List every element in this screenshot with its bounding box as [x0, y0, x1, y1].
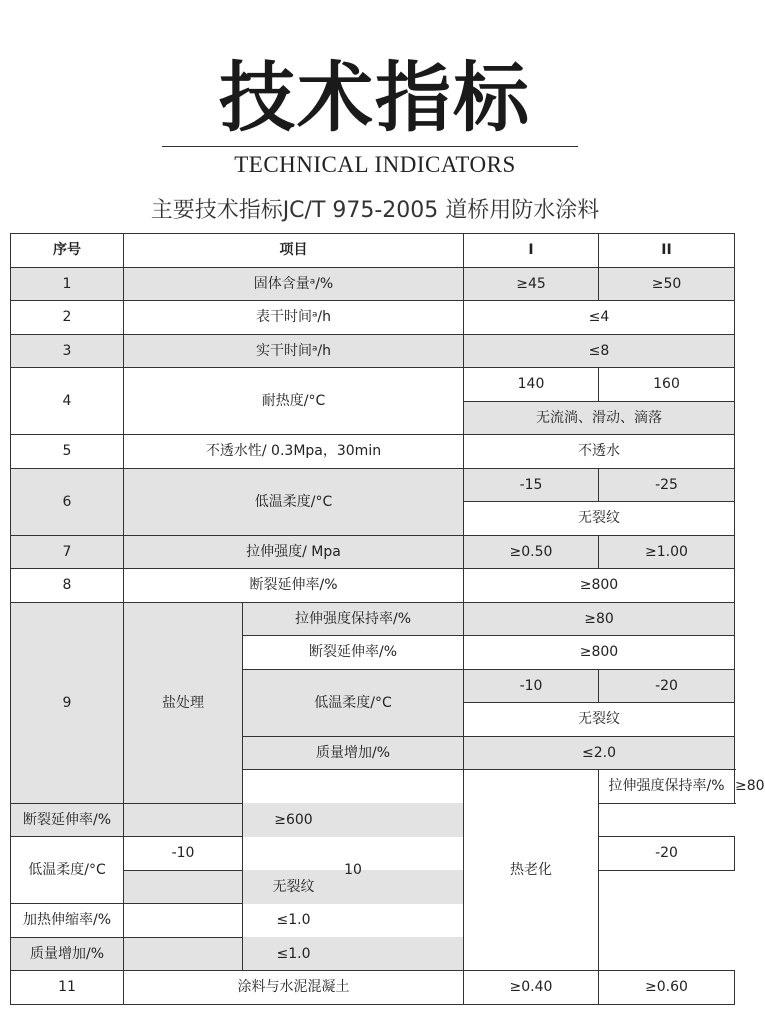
table-row	[11, 267, 735, 301]
value-grade-i: -10	[464, 669, 599, 703]
value-grade-i: -15	[464, 468, 599, 502]
value-grade-i: ≥0.50	[464, 535, 599, 569]
sub-item: 质量增加/%	[243, 736, 464, 770]
row-no: 1	[11, 267, 124, 301]
value-both-grades: ≥800	[464, 636, 735, 670]
row-group: 热老化	[464, 770, 599, 971]
table-caption: 主要技术指标JC/T 975-2005 道桥用防水涂料	[150, 198, 600, 223]
sub-item: 断裂延伸率/%	[11, 803, 124, 837]
value-both-grades: ≤1.0	[124, 937, 464, 971]
row-no: 9	[11, 602, 124, 803]
sub-item: 拉伸强度保持率/%	[599, 770, 735, 804]
row-no: 8	[11, 569, 124, 603]
table-row	[11, 803, 735, 837]
value-grade-ii: ≥1.00	[599, 535, 735, 569]
value-both-grades: 无裂纹	[124, 870, 464, 904]
value-grade-ii: ≥0.60	[599, 971, 735, 1005]
sub-item: 低温柔度/°C	[243, 669, 464, 736]
page-title-english: TECHNICAL INDICATORS	[234, 152, 516, 177]
value-both-grades: 无流淌、滑动、滴落	[464, 401, 735, 435]
value-grade-ii: -25	[599, 468, 735, 502]
value-both-grades: ≥600	[124, 803, 464, 837]
table-row	[11, 334, 735, 368]
row-item: 固体含量ᵃ/%	[124, 267, 464, 301]
value-grade-i: ≥0.40	[464, 971, 599, 1005]
sub-item: 质量增加/%	[11, 937, 124, 971]
table-row	[11, 368, 735, 402]
value-grade-ii: 160	[599, 368, 735, 402]
table-row	[11, 937, 735, 971]
table-row	[11, 602, 735, 636]
value-grade-ii: -20	[599, 669, 735, 703]
value-both-grades: ≤8	[464, 334, 735, 368]
value-both-grades: 无裂纹	[464, 502, 735, 536]
value-grade-ii: -20	[599, 837, 735, 871]
value-both-grades: 无裂纹	[464, 703, 735, 737]
table-row	[11, 971, 735, 1005]
value-grade-ii: ≥50	[599, 267, 735, 301]
value-both-grades: ≥80	[464, 602, 735, 636]
value-grade-i: 140	[464, 368, 599, 402]
technical-indicators-table	[10, 233, 765, 1005]
row-item: 表干时间ᵃ/h	[124, 301, 464, 335]
sub-item: 拉伸强度保持率/%	[243, 602, 464, 636]
table-row	[11, 569, 735, 603]
table-row	[11, 904, 735, 938]
row-no: 6	[11, 468, 124, 535]
row-no: 11	[11, 971, 124, 1005]
value-both-grades: 不透水	[464, 435, 735, 469]
row-item: 断裂延伸率/%	[124, 569, 464, 603]
title-divider	[162, 146, 578, 147]
value-grade-i: ≥45	[464, 267, 599, 301]
header-grade-ii: II	[599, 234, 735, 268]
row-no: 7	[11, 535, 124, 569]
row-no: 2	[11, 301, 124, 335]
row-no: 4	[11, 368, 124, 435]
sub-item: 低温柔度/°C	[11, 837, 124, 904]
sub-item: 断裂延伸率/%	[243, 636, 464, 670]
value-both-grades: ≥800	[464, 569, 735, 603]
table-row: 10 热老化 拉伸强度保持率/% ≥80	[11, 770, 735, 804]
table-row	[11, 468, 735, 502]
page-title: 技术指标	[219, 53, 531, 142]
value-grade-i: -10	[124, 837, 243, 871]
row-item: 实干时间ᵃ/h	[124, 334, 464, 368]
table-row	[11, 435, 735, 469]
sub-item: 加热伸缩率/%	[11, 904, 124, 938]
header-no: 序号	[11, 234, 124, 268]
row-item: 低温柔度/°C	[124, 468, 464, 535]
value-both-grades: ≤4	[464, 301, 735, 335]
table-row	[11, 535, 735, 569]
header-grade-i: I	[464, 234, 599, 268]
header-item: 项目	[124, 234, 464, 268]
row-item: 耐热度/°C	[124, 368, 464, 435]
row-no: 10	[243, 770, 464, 971]
row-no: 3	[11, 334, 124, 368]
row-item: 不透水性/ 0.3Mpa，30min	[124, 435, 464, 469]
row-item: 拉伸强度/ Mpa	[124, 535, 464, 569]
row-no: 5	[11, 435, 124, 469]
value-both-grades: ≤1.0	[124, 904, 464, 938]
table-row	[11, 301, 735, 335]
row-item: 涂料与水泥混凝土	[124, 971, 464, 1005]
table-header-row	[11, 234, 735, 268]
value-both-grades: ≤2.0	[464, 736, 735, 770]
row-group: 盐处理	[124, 602, 243, 803]
